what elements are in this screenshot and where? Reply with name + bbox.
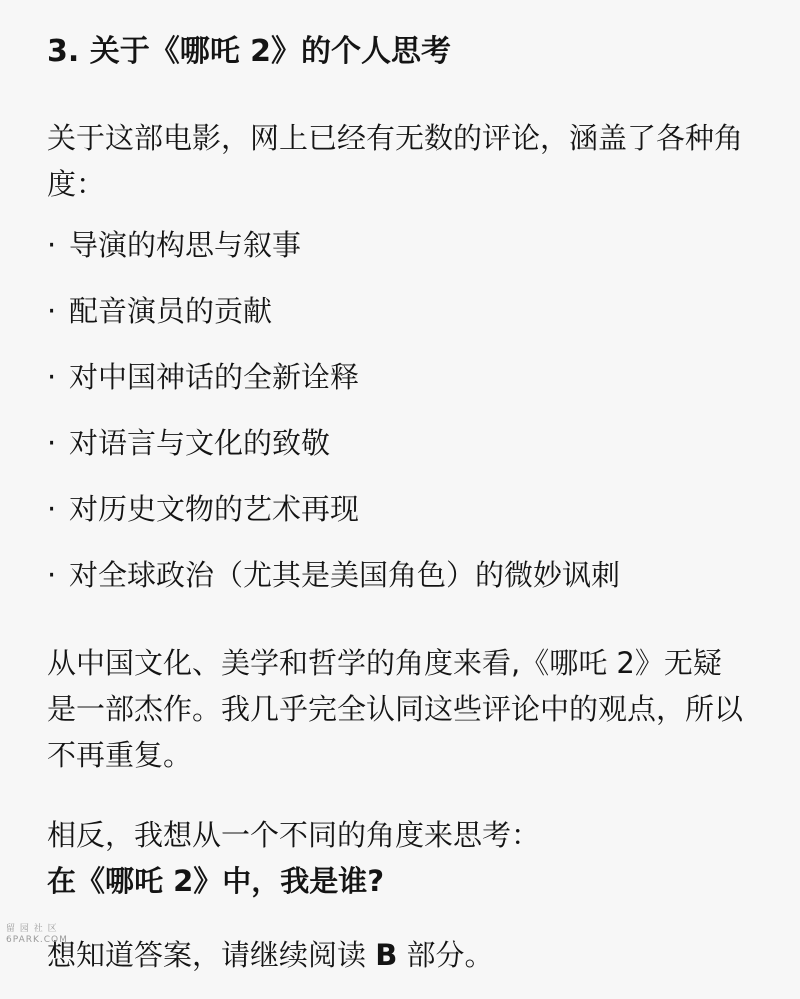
watermark-line: 留 园 社 区 [6, 924, 58, 934]
bullet-icon: · [47, 558, 57, 592]
list-item [47, 420, 620, 486]
list-item-text: 对全球政治（尤其是美国角色）的微妙讽刺 [69, 558, 621, 592]
watermark-line: 6PARK.COM [6, 935, 68, 945]
list-item [47, 288, 620, 354]
bullet-icon: · [47, 492, 57, 526]
section-heading: 3. 关于《哪吒 2》的个人思考 [47, 34, 452, 69]
bullet-icon: · [47, 426, 57, 460]
list-item [47, 552, 620, 618]
list-item-text: 配音演员的贡献 [69, 294, 273, 328]
next-part-paragraph [47, 932, 747, 978]
bullet-icon: · [47, 228, 57, 262]
next-part-prefix: 想知道答案，请继续阅读 [47, 938, 376, 972]
list-item-text: 对中国神话的全新诠释 [69, 360, 360, 394]
review-angles-list [47, 222, 620, 618]
list-item-text: 导演的构思与叙事 [69, 228, 302, 262]
list-item [47, 222, 620, 288]
intro-paragraph: 关于这部电影，网上已经有无数的评论，涵盖了各种角度： [47, 121, 744, 201]
bullet-icon: · [47, 294, 57, 328]
culture-paragraph: 从中国文化、美学和哲学的角度来看,《哪吒 2》无疑是一部杰作。我几乎完全认同这些评论中的观点，所以不再重复。 [47, 646, 744, 772]
next-part-suffix: 部分。 [397, 938, 494, 972]
question-text: 在《哪吒 2》中，我是谁? [47, 864, 385, 898]
list-item [47, 354, 620, 420]
bullet-icon: · [47, 360, 57, 394]
instead-text: 相反，我想从一个不同的角度来思考： [47, 818, 541, 852]
watermark [6, 924, 68, 946]
list-item-text: 对语言与文化的致敬 [69, 426, 331, 460]
list-item [47, 486, 620, 552]
list-item-text: 对历史文物的艺术再现 [69, 492, 360, 526]
instead-paragraph [47, 812, 747, 904]
next-part-letter: B [375, 938, 398, 972]
